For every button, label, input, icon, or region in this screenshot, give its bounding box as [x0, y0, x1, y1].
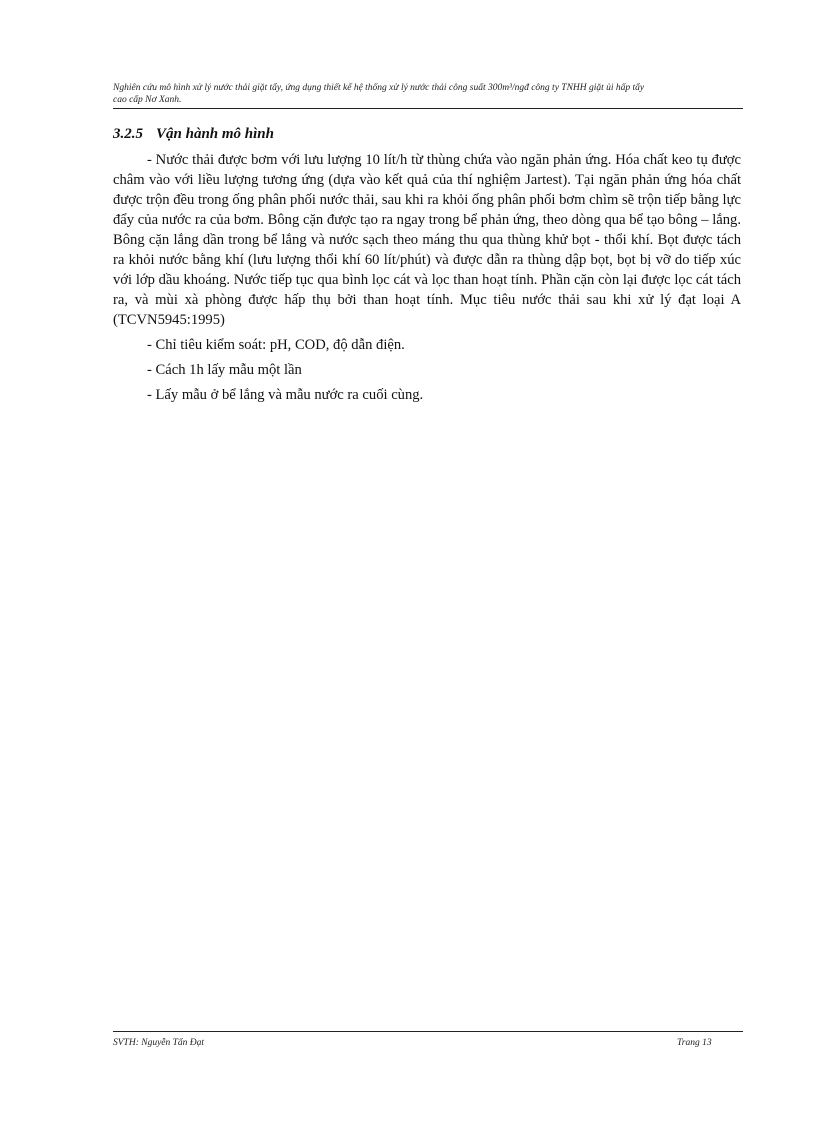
- body-paragraph: - Nước thải được bơm với lưu lượng 10 lít/h từ thùng chứa vào ngăn phản ứng. Hóa chất keo tụ được châm vào với liều lượng tương ứng (dựa vào kết quả của thí nghiệm Jartest). Tại ngăn phản ứng hóa chất được trộn đều trong ống phân phối nước thải, sau khi ra khỏi ống phân phối bơm chìm sẽ trộn tiếp bằng lực đẩy của nước ra của bơm. Bông cặn được tạo ra ngay trong bể phản ứng, theo dòng qua bể tạo bông – lắng. Bông cặn lắng dần trong bể lắng và nước sạch theo máng thu qua thùng khử bọt - thổi khí. Bọt được tách ra khỏi nước bằng khí (lưu lượng thổi khí 60 lít/phút) và được dẫn ra thùng dập bọt, bọt bị vỡ do tiếp xúc với lớp dầu khoáng. Nước tiếp tục qua bình lọc cát và lọc than hoạt tính. Phần cặn còn lại được lọc cát tách ra, và mùi xà phòng được hấp thụ bởi than hoạt tính. Mục tiêu nước thải sau khi xử lý đạt loại A (TCVN5945:1995): [113, 152, 741, 328]
- section-number: 3.2.5: [113, 126, 143, 142]
- page-body: [113, 150, 741, 405]
- page-header: [113, 82, 743, 106]
- section-title: Vận hành mô hình: [156, 126, 274, 142]
- footer-page-number: Trang 13: [677, 1038, 712, 1048]
- section-heading: [113, 125, 274, 143]
- list-item: - Chỉ tiêu kiểm soát: pH, COD, độ dẫn điện.: [147, 337, 405, 353]
- header-line-1: Nghiên cứu mô hình xử lý nước thải giặt tẩy, ứng dụng thiết kế hệ thống xử lý nước thải công suất 300m³/ngđ công ty TNHH giặt ủi hấp tẩy: [113, 83, 645, 93]
- footer-author: SVTH: Nguyễn Tấn Đạt: [113, 1038, 205, 1048]
- footer-divider: [113, 1031, 743, 1032]
- list-item: - Cách 1h lấy mẫu một lần: [147, 362, 302, 378]
- list-item: - Lấy mẫu ở bể lắng và mẫu nước ra cuối cùng.: [147, 387, 424, 403]
- header-line-2: cao cấp Nơ Xanh.: [113, 95, 182, 105]
- header-divider: [113, 108, 743, 109]
